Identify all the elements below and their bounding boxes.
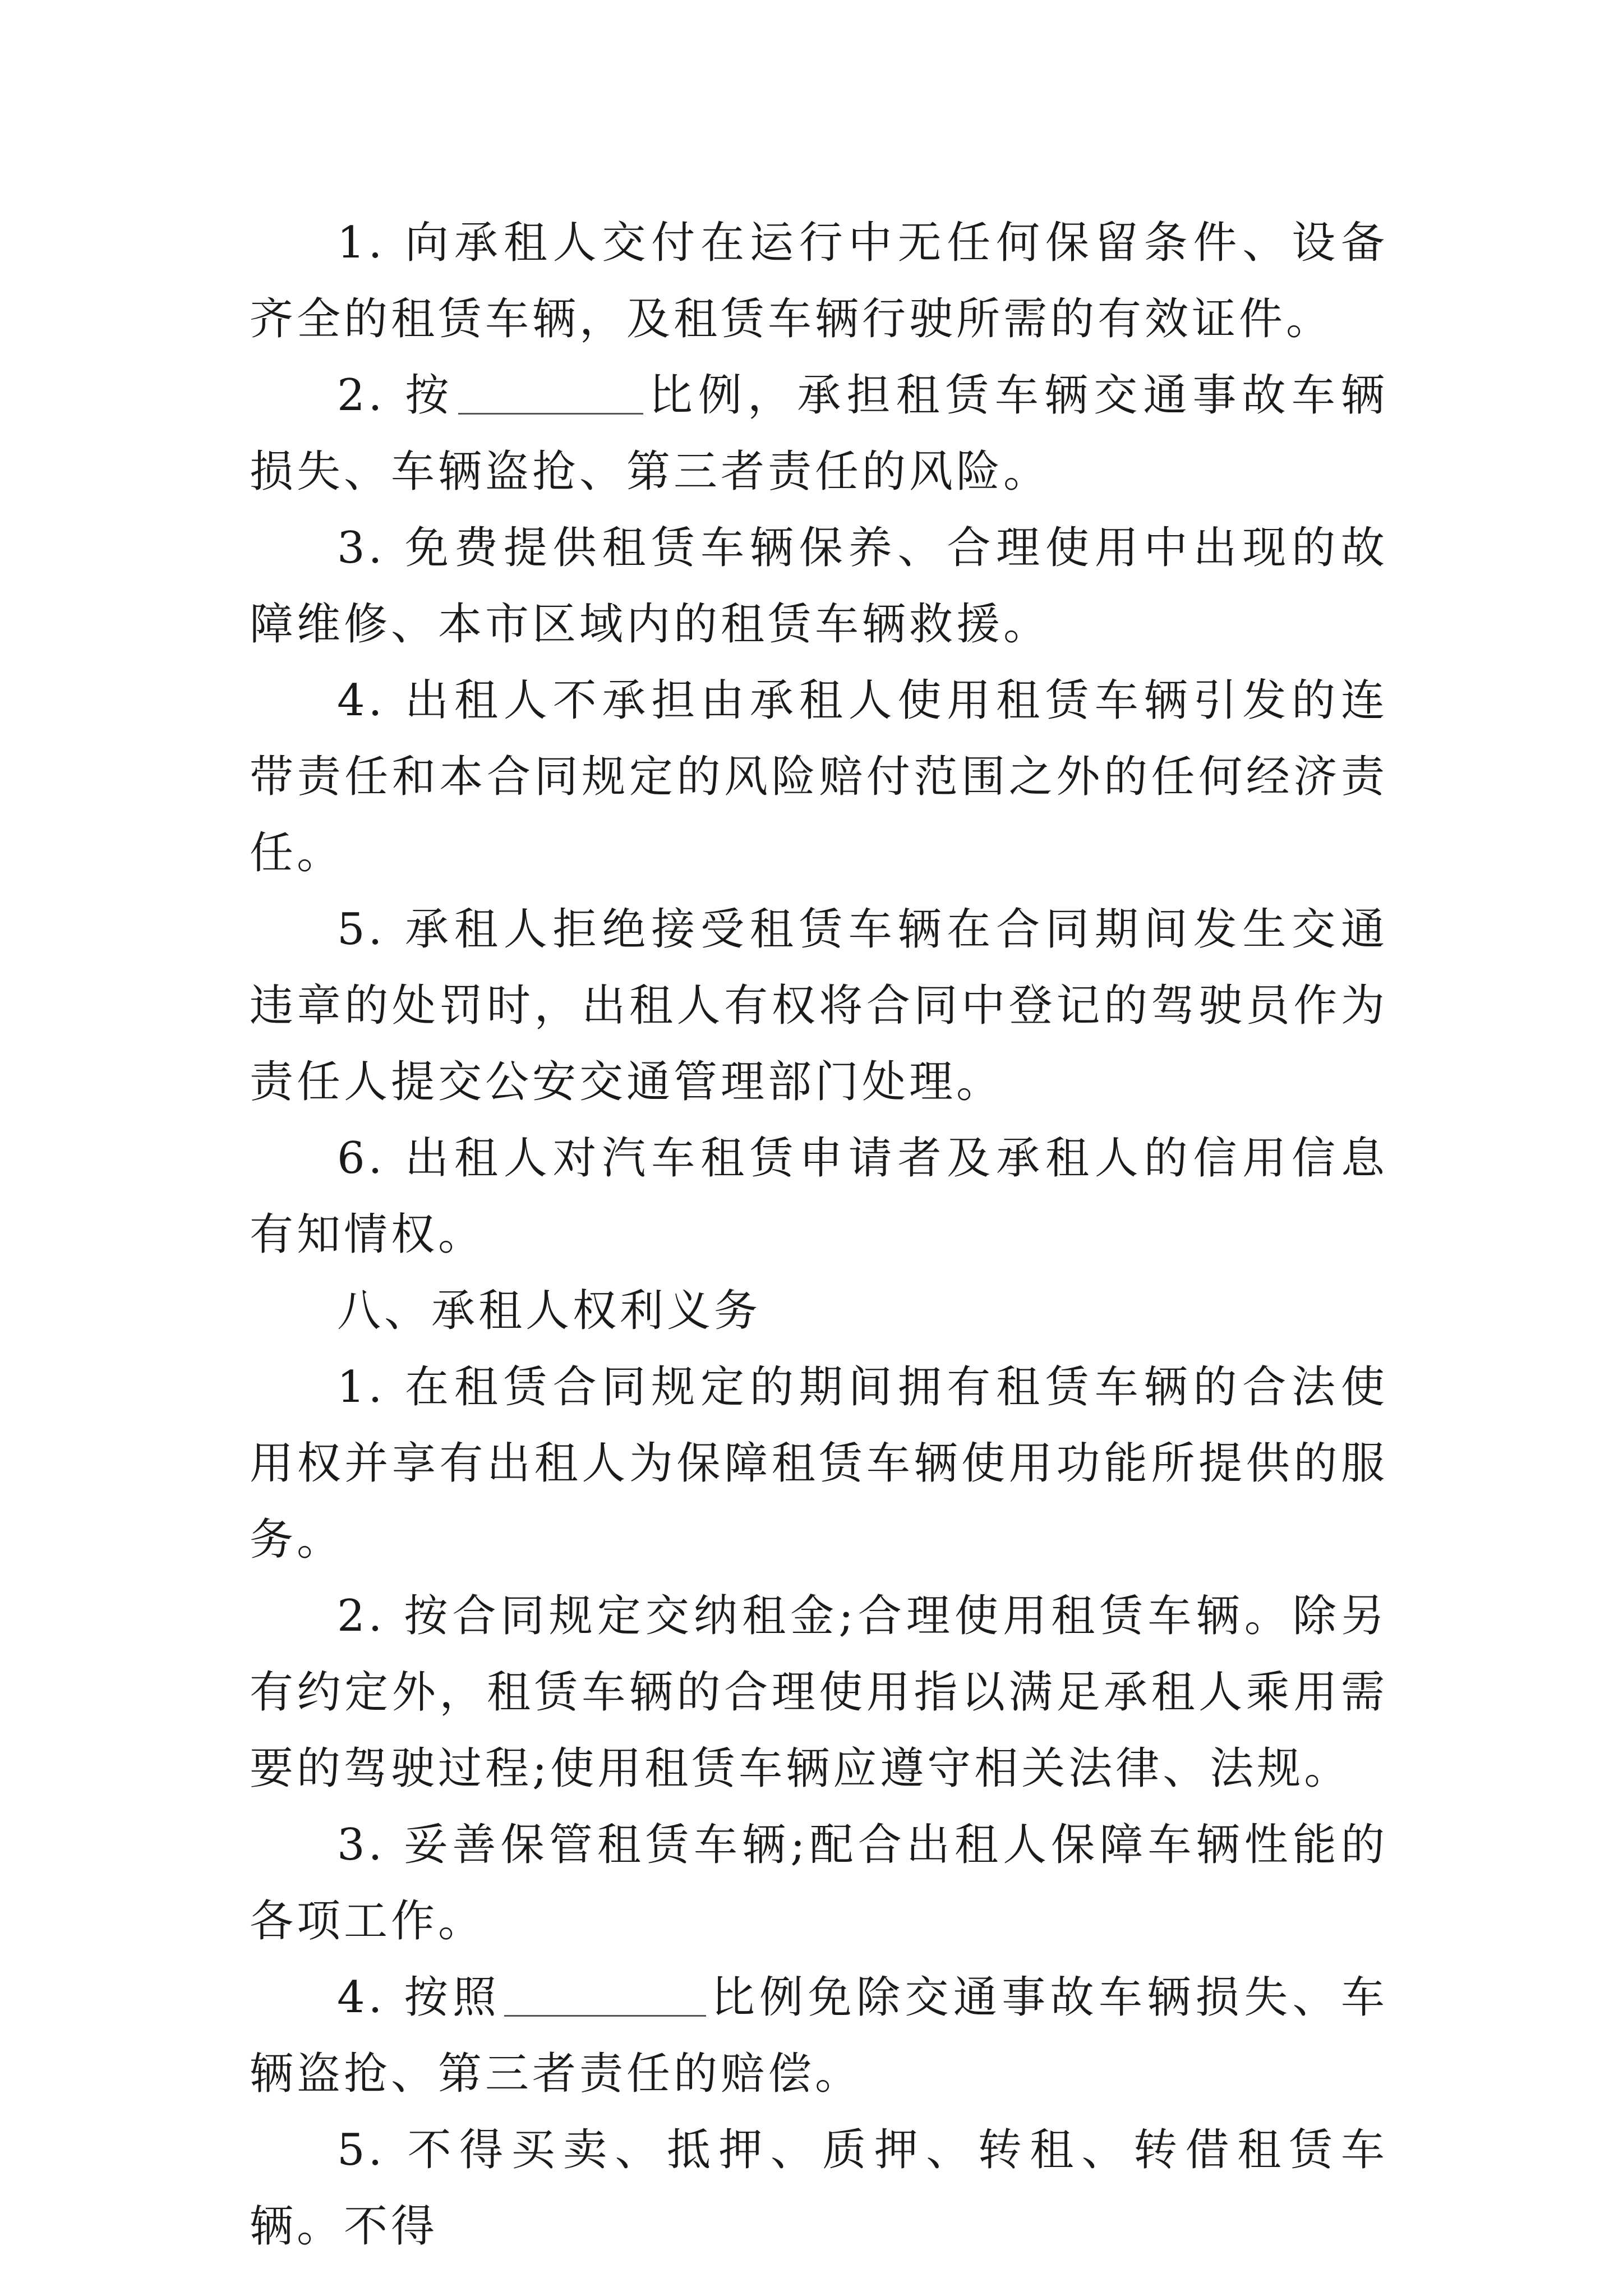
paragraph-lessee-2: 2. 按合同规定交纳租金;合理使用租赁车辆。除另有约定外，租赁车辆的合理使用指以满足承租人乘用需要的驾驶过程;使用租赁车辆应遵守相关法律、法规。: [250, 1591, 1388, 1794]
paragraph-lessee-3: 3. 妥善保管租赁车辆;配合出租人保障车辆性能的各项工作。: [250, 1820, 1388, 1947]
paragraph-lessor-3: 3. 免费提供租赁车辆保养、合理使用中出现的故障维修、本市区域内的租赁车辆救援。: [250, 523, 1388, 650]
paragraph-lessee-4: [250, 1959, 1388, 2112]
paragraph-lessor-4: 4. 出租人不承担由承租人使用租赁车辆引发的连带责任和本合同规定的风险赔付范围之外的任何经济责任。: [250, 675, 1388, 878]
section-heading: 八、承租人权利义务: [337, 1286, 762, 1336]
document-body: [250, 205, 1388, 2265]
paragraph-lessee-4-after: 比例免除交通事故车辆损失、车辆盗抢、第三者责任的赔偿。: [250, 1972, 1388, 2099]
paragraph-lessee-4-before: 4. 按照: [337, 1972, 501, 2023]
fill-in-blank[interactable]: [504, 1971, 706, 2017]
paragraph-lessor-1: 1. 向承租人交付在运行中无任何保留条件、设备齐全的租赁车辆，及租赁车辆行驶所需的有效证件。: [250, 218, 1388, 344]
paragraph-lessor-2-after: 比例，承担租赁车辆交通事故车辆损失、车辆盗抢、第三者责任的风险。: [250, 370, 1388, 497]
paragraph-lessee-5: 5. 不得买卖、抵押、质押、转租、转借租赁车辆。不得: [250, 2125, 1388, 2252]
paragraph-lessee-1: 1. 在租赁合同规定的期间拥有租赁车辆的合法使用权并享有出租人为保障租赁车辆使用功能所提供的服务。: [250, 1362, 1388, 1565]
fill-in-blank[interactable]: [458, 369, 643, 415]
paragraph-lessor-2: [250, 357, 1388, 510]
paragraph-lessor-6: 6. 出租人对汽车租赁申请者及承租人的信用信息有知情权。: [250, 1133, 1388, 1260]
paragraph-lessor-2-before: 2. 按: [337, 370, 455, 421]
paragraph-lessor-5: 5. 承租人拒绝接受租赁车辆在合同期间发生交通违章的处罚时，出租人有权将合同中登记的驾驶员作为责任人提交公安交通管理部门处理。: [250, 904, 1388, 1107]
